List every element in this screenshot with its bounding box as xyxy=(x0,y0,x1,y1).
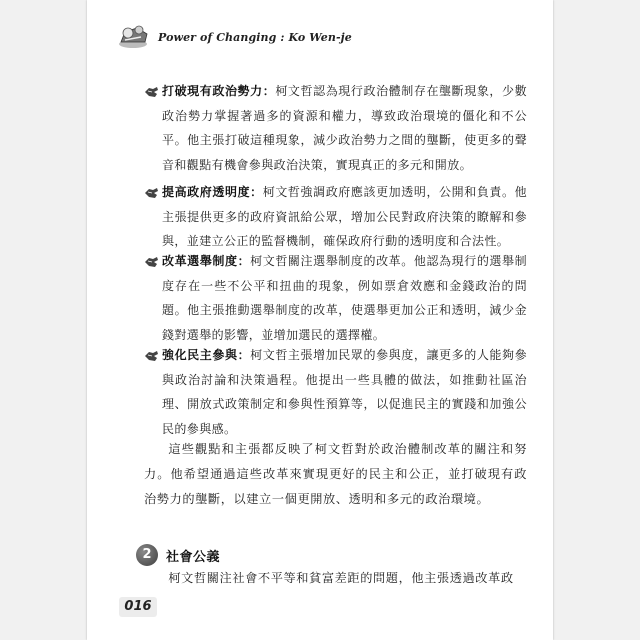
bullet-separator: ： xyxy=(250,185,263,199)
bullet-item xyxy=(144,343,527,441)
hand-pointer-icon xyxy=(144,350,159,362)
bullet-separator: ： xyxy=(237,254,251,268)
bullet-title: 改革選舉制度 xyxy=(162,254,238,268)
bullet-separator: ： xyxy=(262,84,276,98)
bullet-text: 柯文哲關注選舉制度的改革。他認為現行的選舉制度存在一些不公平和扭曲的現象，例如票倉效應和金錢政治的問題。他主張推動選舉制度的改革，使選舉更加公正和透明，減少金錢對選舉的影響，並增加選民的選擇權。 xyxy=(162,254,527,342)
section-number-badge: 2 xyxy=(136,544,158,566)
book-logo-icon xyxy=(115,22,151,50)
bullet-text: 柯文哲強調政府應該更加透明，公開和負責。他主張提供更多的政府資訊給公眾，增加公民對政府決策的瞭解和參與，並建立公正的監督機制，確保政府行動的透明度和合法性。 xyxy=(162,185,527,248)
section-title: 社會公義 xyxy=(166,550,221,565)
bullet-item xyxy=(144,249,527,347)
header-title: Power of Changing : Ko Wen-je xyxy=(158,31,352,44)
bullet-item xyxy=(144,79,527,177)
summary-paragraph: 這些觀點和主張都反映了柯文哲對於政治體制改革的關注和努力。他希望通過這些改革來實現更好的民主和公正，並打破現有政治勢力的壟斷，以建立一個更開放、透明和多元的政治環境。 xyxy=(144,442,527,506)
bullet-title: 提高政府透明度 xyxy=(162,185,251,199)
bullet-title: 打破現有政治勢力 xyxy=(162,84,263,98)
hand-pointer-icon xyxy=(144,86,159,98)
bullet-text: 柯文哲認為現行政治體制存在壟斷現象，少數政治勢力掌握著過多的資源和權力，導致政治環境的僵化和不公平。他主張打破這種現象，減少政治勢力之間的壟斷，使更多的聲音和觀點有機會參與政治決策，實現真正的多元和開放。 xyxy=(162,84,527,172)
bullet-item xyxy=(144,180,527,254)
section-intro-paragraph: 柯文哲關注社會不平等和貧富差距的問題，他主張透過改革政 xyxy=(168,571,514,585)
page-number: 016 xyxy=(119,597,157,617)
running-header xyxy=(111,20,411,60)
bullet-text: 柯文哲主張增加民眾的參與度，讓更多的人能夠參與政治討論和決策過程。他提出一些具體的做法，如推動社區治理、開放式政策制定和參與性預算等，以促進民主的實踐和加強公民的參與感。 xyxy=(162,348,527,436)
section-heading xyxy=(136,544,336,568)
book-page xyxy=(87,0,553,640)
hand-pointer-icon xyxy=(144,256,159,268)
bullet-title: 強化民主參與 xyxy=(162,348,238,362)
hand-pointer-icon xyxy=(144,187,159,199)
bullet-separator: ： xyxy=(237,348,251,362)
